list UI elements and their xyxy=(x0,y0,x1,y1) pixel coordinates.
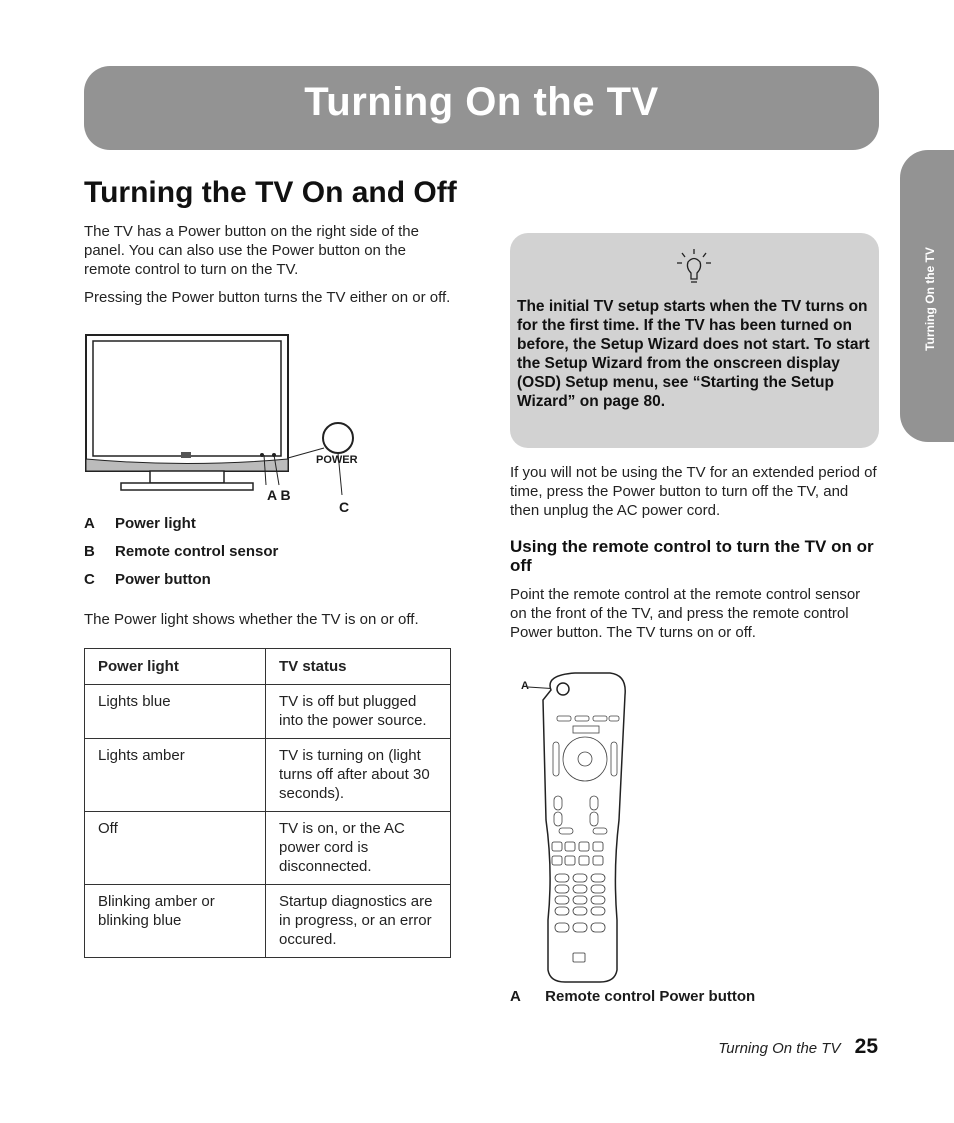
power-light-intro: The Power light shows whether the TV is on or off. xyxy=(84,611,419,628)
remote-paragraph: Point the remote control at the remote control sensor on the front of the TV, and press the remote control Power button. The TV turns on or off. xyxy=(510,586,861,641)
power-label: POWER xyxy=(316,454,358,466)
chapter-title: Turning On the TV xyxy=(304,80,659,124)
page-number: 25 xyxy=(854,1035,878,1058)
remote-control-illustration xyxy=(515,670,635,985)
power-light-dot xyxy=(260,453,264,457)
legend-item: C Power button xyxy=(84,571,211,588)
remote-heading: Using the remote control to turn the TV on or off xyxy=(510,537,874,575)
table-row: Lights blue TV is off but plugged into the power source. xyxy=(85,685,451,739)
legend-item: B Remote control sensor xyxy=(84,543,279,560)
tv-legend xyxy=(84,515,278,599)
column-header: TV status xyxy=(266,649,451,685)
remote-power-button xyxy=(557,683,569,695)
intro-paragraph: The TV has a Power button on the right side of the panel. You can also use the Power button on the remote control to turn on the TV. xyxy=(84,223,419,278)
side-tab xyxy=(900,150,954,442)
power-button-figure xyxy=(323,423,353,453)
tip-box xyxy=(510,233,879,448)
column-header: Power light xyxy=(85,649,266,685)
side-tab-label: Turning On the TV xyxy=(923,247,937,351)
hp-logo xyxy=(181,452,191,458)
footer-title: Turning On the TV xyxy=(718,1040,841,1057)
tip-text: The initial TV setup starts when the TV turns on for the first time. If the TV has been turned on before, the Setup Wizard does not start. To start the Setup Wizard from the onscreen display (OSD) Setup menu, see “Starting the Setup Wizard” on page 80. xyxy=(517,298,870,410)
chapter-banner xyxy=(84,66,879,150)
status-table xyxy=(84,648,451,958)
section-title: Turning the TV On and Off xyxy=(84,176,457,209)
page-footer xyxy=(718,1035,878,1059)
table-header-row xyxy=(85,649,451,685)
remote-callout-a: A xyxy=(521,680,529,692)
callout-c: C xyxy=(339,499,350,515)
legend-item: A Power light xyxy=(84,515,196,532)
table-row: Off TV is on, or the AC power cord is disconnected. xyxy=(85,812,451,885)
press-paragraph: Pressing the Power button turns the TV either on or off. xyxy=(84,289,451,306)
extended-paragraph: If you will not be using the TV for an extended period of time, press the Power button to turn off the TV, and then unplug the AC power cord. xyxy=(510,464,877,519)
table-row: Lights amber TV is turning on (light turns off after about 30 seconds). xyxy=(85,739,451,812)
lightbulb-icon xyxy=(676,248,712,288)
remote-legend: A Remote control Power button xyxy=(510,988,756,1005)
table-row: Blinking amber or blinking blue Startup diagnostics are in progress, or an error occured. xyxy=(85,885,451,958)
callout-ab: A B xyxy=(267,487,291,503)
tv-illustration xyxy=(84,330,384,520)
